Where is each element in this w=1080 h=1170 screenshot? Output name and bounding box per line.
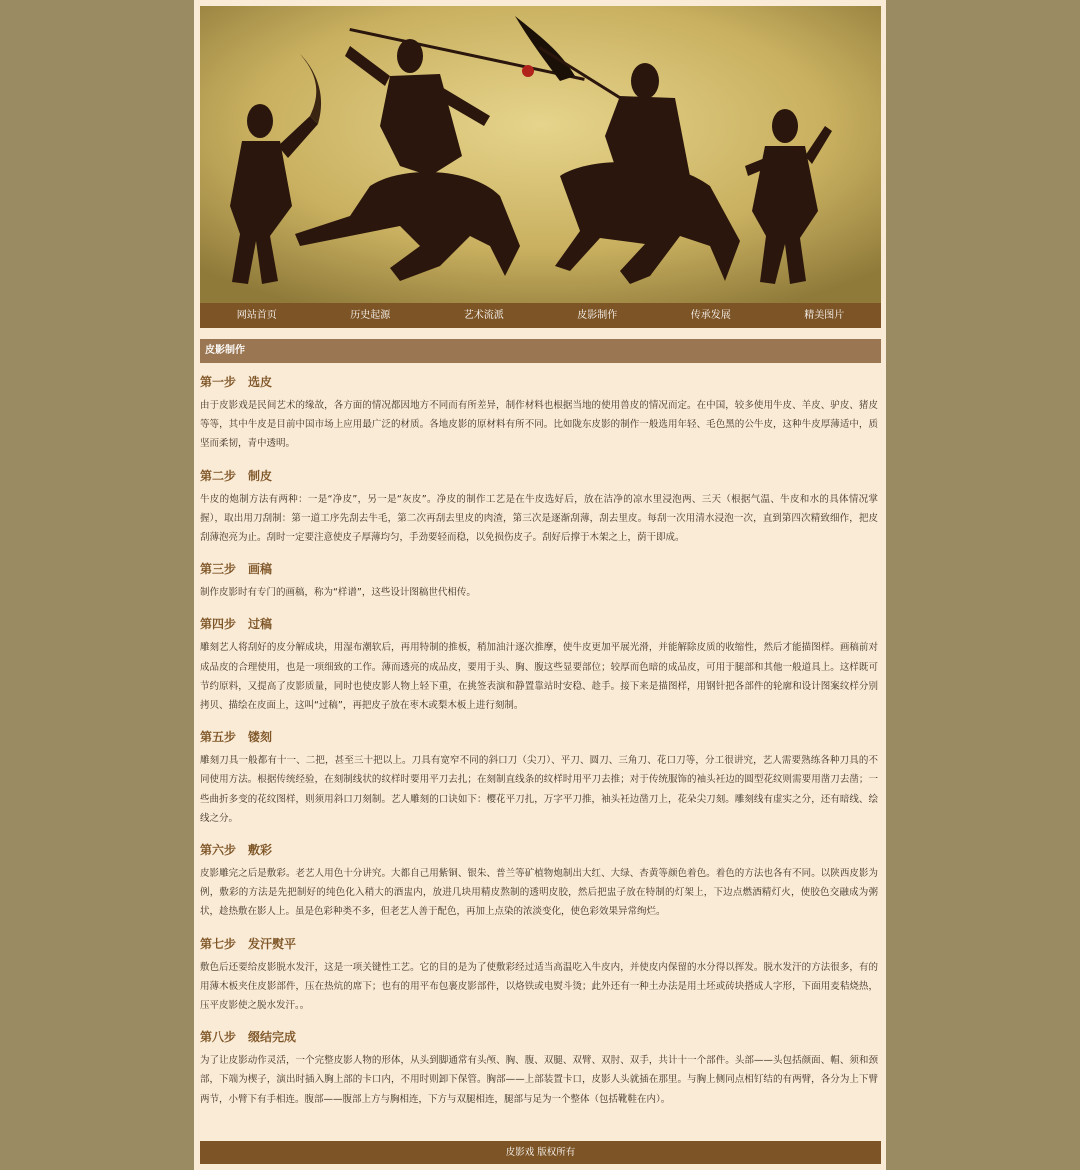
step-7-title: 第七步 发汗熨平 (200, 936, 297, 951)
nav-link-heritage[interactable]: 传承发展 (690, 310, 731, 321)
step-6-title: 第六步 敷彩 (200, 843, 273, 858)
nav-link-history[interactable]: 历史起源 (350, 310, 391, 321)
step-7-text: 敷色后还要给皮影脱水发汗，这是一项关键性工艺。它的目的是为了使敷彩经过适当高温吃入牛皮内，并使皮内保留的水分得以挥发。脱水发汗的方法很多，有的用薄木板夹住皮影部件，压在热炕的席下；也有的用平布包裹皮影部件，以烙铁或电熨斗烫；此外还有一种土办法是用土坯或砖块搭成人字形，下面用麦秸烧热，压平皮影使之脱水发汗。。 (200, 961, 878, 1012)
step-1-title: 第一步 选皮 (200, 375, 273, 389)
step-8-text: 为了让皮影动作灵活，一个完整皮影人物的形体，从头到脚通常有头颅、胸、腹、双腿、双臂、双肘、双手，共计十一个部件。头部——头包括颜面、帽、须和颈部，下端为楔子，演出时插入胸上部的卡口内，不用时则卸下保管。胸部——上部装置卡口，皮影人头就插在那里。与胸上侧同点相钉结的有两臂，各分为上下臂两节，小臂下有手相连。腹部——腹部上方与胸相连，下方与双腿相连，腿部与足为一个整体（包括靴鞋在内）。 (200, 1055, 878, 1105)
section-title: 皮影制作 (200, 339, 881, 363)
banner-image (200, 6, 881, 303)
step-6-text: 皮影雕完之后是敷彩。老艺人用色十分讲究。大都自己用紫铜、银朱、普兰等矿植物炮制出大红、大绿、杏黄等颜色着色。着色的方法也各有不同。以陕西皮影为例，敷彩的方法是先把制好的纯色化入稍大的酒盅内，放进几块用精皮熬制的透明皮胶，然后把盅子放在特制的灯架上，下边点燃酒精灯火，使胶色交融成为粥状，趁热敷在影人上。虽是色彩种类不多，但老艺人善于配色，再加上点染的浓淡变化，使色彩效果异常绚烂。 (200, 868, 878, 918)
step-3-title: 第三步 画稿 (200, 562, 273, 577)
nav-link-gallery[interactable]: 精美图片 (804, 310, 845, 321)
main-navigation (200, 303, 881, 328)
step-4-title: 第四步 过稿 (200, 617, 273, 632)
step-4-text: 雕刻艺人将刮好的皮分解成块，用湿布潮软后，再用特制的推板，稍加油汁逐次推摩，使牛皮更加平展光滑，并能解除皮质的收缩性，然后才能描图样。画稿前对成品皮的合理使用，也是一项细致的工作。薄而透亮的成品皮，要用于头、胸、腹这些显要部位；较厚而色暗的成品皮，可用于腿部和其他一般道具上。这样既可节约原料，又提高了皮影质量，同时也使皮影人物上轻下重，在挑签表演和静置靠站时安稳、趁手。接下来是描图样，用钢针把各部件的轮廓和设计图案纹样分别拷贝、描绘在皮面上，这叫“过稿”，再把皮子放在枣木或梨木板上进行刻制。 (200, 642, 878, 712)
step-2-text: 牛皮的炮制方法有两种：一是“净皮”，另一是“灰皮”。净皮的制作工艺是在牛皮选好后，放在洁净的凉水里浸泡两、三天（根据气温、牛皮和水的具体情况掌握），取出用刀刮制：第一道工序先刮去牛毛，第二次再刮去里皮的肉渣，第三次是逐渐刮薄，刮去里皮。每刮一次用清水浸泡一次，直到第四次精致细作，把皮刮薄泡亮为止。刮时一定要注意使皮子厚薄均匀，手劲要轻而稳，以免损伤皮子。刮好后撑于木架之上，荫干即成。 (200, 493, 878, 544)
step-5-text: 雕刻刀具一般都有十一、二把，甚至三十把以上。刀具有宽窄不同的斜口刀（尖刀）、平刀、圆刀、三角刀、花口刀等，分工很讲究，艺人需要熟练各种刀具的不同使用方法。根据传统经验，在刻制线状的纹样时要用平刀去扎；在刻制直线条的纹样时用平刀去推；对于传统服饰的袖头衽边的圆型花纹则需要用凿刀去凿；一些曲折多变的花纹图样，则须用斜口刀刻制。艺人雕刻的口诀如下：樱花平刀扎，万字平刀推，袖头衽边凿刀上，花朵尖刀刻。雕刻线有虚实之分，还有暗线、绘线之分。 (200, 755, 878, 824)
nav-link-production[interactable]: 皮影制作 (577, 310, 618, 321)
main-content (200, 368, 878, 1117)
step-3-text: 制作皮影时有专门的画稿，称为“样谱”，这些设计图稿世代相传。 (200, 587, 476, 599)
step-1-text: 由于皮影戏是民间艺术的缘故，各方面的情况都因地方不同而有所差异，制作材料也根据当地的使用兽皮的情况而定。在中国，较多使用牛皮、羊皮、驴皮、猪皮等等，其中牛皮是目前中国市场上应用最广泛的材质。各地皮影的原材料有所不同。比如陇东皮影的制作一般选用年轻、毛色黑的公牛皮，这种牛皮厚薄适中，质坚而柔韧，青中透明。 (200, 400, 878, 450)
page-container (194, 0, 886, 1170)
step-5-title: 第五步 镂刻 (200, 730, 273, 745)
shadow-puppet-illustration (200, 6, 881, 303)
nav-link-art-schools[interactable]: 艺术流派 (463, 310, 504, 321)
footer-copyright: 皮影戏 版权所有 (200, 1141, 881, 1164)
step-2-title: 第二步 制皮 (200, 468, 273, 483)
step-8-title: 第八步 缀结完成 (200, 1030, 297, 1045)
nav-link-home[interactable]: 网站首页 (236, 310, 277, 321)
